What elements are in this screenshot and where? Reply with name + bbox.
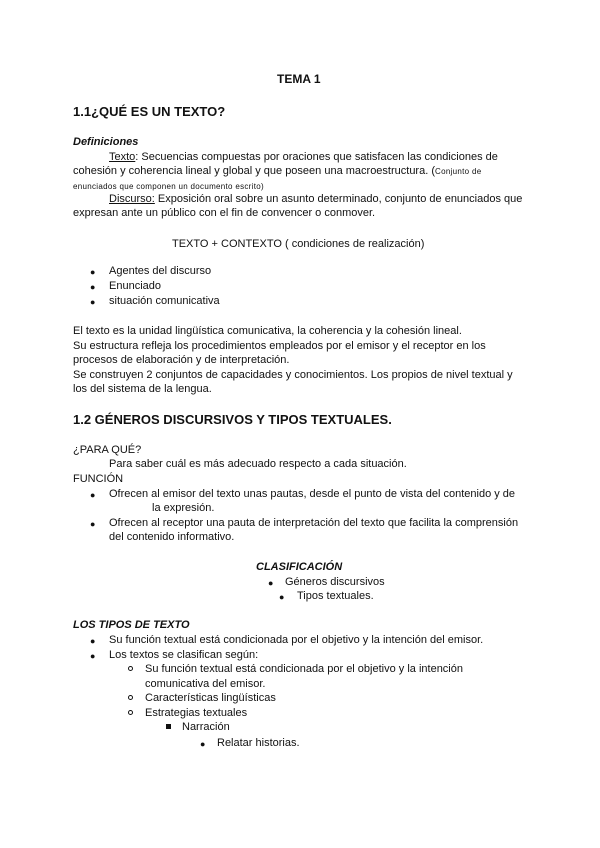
sub-item-1-line-1: Su función textual está condicionada por el objetivo y la intención: [145, 663, 463, 675]
bullet-icon: ●: [90, 282, 96, 292]
paragraph-line: los del sistema de la lengua.: [73, 383, 212, 395]
circle-bullet-icon: [128, 666, 133, 671]
texto-def-1: : Secuencias compuestas por oraciones que satisfacen las condiciones de: [135, 151, 498, 163]
list-item: Géneros discursivos: [285, 576, 385, 588]
sub-sub-item: Narración: [182, 721, 230, 733]
answer: Para saber cuál es más adecuado respecto a cada situación.: [109, 458, 407, 470]
bullet-icon: ●: [279, 592, 285, 602]
bullet-icon: ●: [90, 267, 96, 277]
section-2-heading: 1.2 GÉNEROS DISCURSIVOS Y TIPOS TEXTUALES.: [73, 412, 392, 427]
paragraph-line: Se construyen 2 conjuntos de capacidades y conocimientos. Los propios de nivel textual y: [73, 369, 513, 381]
texto-note-1: Conjunto de: [435, 167, 482, 176]
bullet-icon: ●: [268, 578, 274, 588]
circle-bullet-icon: [128, 695, 133, 700]
sub-sub-sub-item: Relatar historias.: [217, 737, 300, 749]
funcion-bullet-2-line-2: del contenido informativo.: [109, 531, 235, 543]
tipos-bullet-2: Los textos se clasifican según:: [109, 649, 259, 661]
discurso-def-1: Exposición oral sobre un asunto determinado, conjunto de enunciados que: [154, 193, 523, 205]
definitions-label: Definiciones: [73, 136, 139, 148]
sub-item-2: Características lingüísticas: [145, 692, 276, 704]
paragraph-line: El texto es la unidad lingüística comunicativa, la coherencia y la cohesión lineal.: [73, 325, 462, 337]
list-item: Agentes del discurso: [109, 265, 212, 277]
list-item: Tipos textuales.: [297, 590, 374, 602]
list-item: Enunciado: [109, 280, 161, 292]
funcion-label: FUNCIÓN: [73, 473, 124, 485]
funcion-bullet-2-line-1: Ofrecen al receptor una pauta de interpretación del texto que facilita la comprensión: [109, 517, 519, 529]
section-1-heading: 1.1¿QUÉ ES UN TEXTO?: [73, 104, 226, 119]
funcion-bullet-1-line-2: la expresión.: [152, 502, 215, 514]
texto-def-2: cohesión y coherencia lineal y global y que poseen una macroestructura. (: [73, 165, 435, 177]
texto-note-2: enunciados que componen un documento escrito): [73, 182, 264, 191]
square-bullet-icon: [166, 724, 171, 729]
discurso-definition-line-1: [109, 192, 522, 207]
list-item: situación comunicativa: [109, 295, 220, 307]
discurso-def-2: expresan ante un público con el fin de convencer o conmover.: [73, 207, 376, 219]
discurso-term: Discurso:: [109, 193, 155, 205]
bullet-icon: ●: [90, 636, 96, 646]
sub-item-1-line-2: comunicativa del emisor.: [145, 678, 266, 690]
tipos-bullet-1: Su función textual está condicionada por el objetivo y la intención del emisor.: [109, 634, 484, 646]
texto-definition-line-1: [109, 150, 498, 165]
funcion-bullet-1-line-1: Ofrecen al emisor del texto unas pautas, desde el punto de vista del contenido y de: [109, 488, 516, 500]
bullet-icon: ●: [200, 739, 206, 749]
bullet-icon: ●: [90, 297, 96, 307]
texto-definition-line-2: [73, 164, 481, 179]
bullet-icon: ●: [90, 651, 96, 661]
bullet-icon: ●: [90, 490, 96, 500]
texto-term: Texto: [109, 151, 136, 163]
page-title: TEMA 1: [277, 72, 321, 86]
question: ¿PARA QUÉ?: [73, 444, 142, 456]
paragraph-line: procesos de elaboración y de interpretación.: [73, 354, 290, 366]
circle-bullet-icon: [128, 710, 133, 715]
sub-item-3: Estrategias textuales: [145, 707, 248, 719]
paragraph-line: Su estructura refleja los procedimientos empleados por el emisor y el receptor en los: [73, 340, 486, 352]
clasificacion-label: CLASIFICACIÓN: [256, 561, 343, 573]
bullet-icon: ●: [90, 519, 96, 529]
formula: TEXTO + CONTEXTO ( condiciones de realización): [172, 238, 425, 250]
tipos-heading: LOS TIPOS DE TEXTO: [73, 619, 190, 631]
